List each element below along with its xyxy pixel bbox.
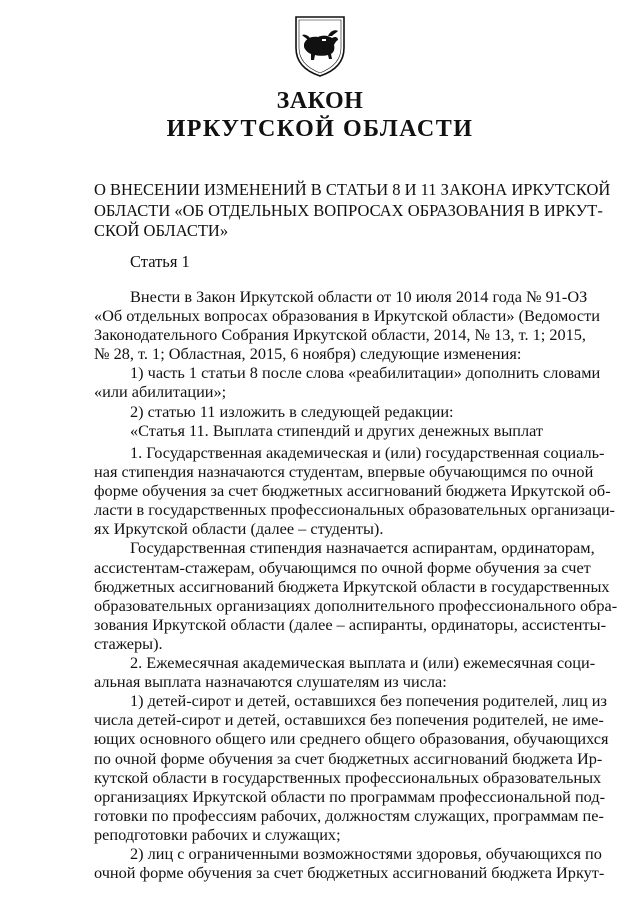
text-line: Государственная стипендия назначается аспирантам, ординаторам, bbox=[130, 538, 595, 558]
text-line: очной форме обучения за счет бюджетных ассигнований бюджета Иркут- bbox=[94, 863, 605, 883]
text-line: 2. Ежемесячная академическая выплата и (или) ежемесячная соци- bbox=[130, 653, 596, 673]
text-line: кутской области в государственных профессиональных образовательных bbox=[94, 767, 602, 787]
text-line: ласти в государственных профессиональных образовательных организаци- bbox=[94, 500, 615, 520]
article-intro bbox=[94, 287, 601, 440]
text-line: организациях Иркутской области по программам профессиональной под- bbox=[94, 786, 606, 806]
text-line: «Об отдельных вопросах образования в Иркутской области» (Ведомости bbox=[94, 306, 600, 326]
law-subject bbox=[94, 180, 611, 242]
text-line: зования Иркутской области (далее – аспиранты, ординаторы, ассистенты- bbox=[94, 614, 606, 634]
text-line: ная стипендия назначаются студентам, впервые обучающимся по очной bbox=[94, 462, 594, 482]
text-line: числа детей-сирот и детей, оставшихся без попечения родителей, не име- bbox=[94, 710, 604, 730]
text-line: ях Иркутской области (далее – студенты). bbox=[94, 519, 384, 539]
text-line: 1. Государственная академическая и (или) государственная социаль- bbox=[130, 443, 605, 462]
text-line: реподготовки рабочих и служащих; bbox=[94, 824, 341, 844]
coat-of-arms-icon bbox=[292, 14, 348, 78]
article-11-text bbox=[94, 443, 618, 883]
text-line: форме обучения за счет бюджетных ассигнований бюджета Иркутской об- bbox=[94, 481, 611, 501]
text-line: Внести в Закон Иркутской области от 10 июля 2014 года № 91-ОЗ bbox=[130, 287, 588, 306]
text-line: стажеры). bbox=[94, 633, 163, 653]
text-line: альная выплата назначаются слушателям из числа: bbox=[94, 672, 447, 692]
text-line: «или абилитации»; bbox=[94, 382, 227, 402]
subject-line: ОБЛАСТИ «ОБ ОТДЕЛЬНЫХ ВОПРОСАХ ОБРАЗОВАНИЯ В ИРКУТ- bbox=[94, 200, 603, 220]
text-line: № 28, т. 1; Областная, 2015, 6 ноября) следующие изменения: bbox=[94, 344, 522, 364]
text-line: 1) детей-сирот и детей, оставшихся без попечения родителей, лиц из bbox=[130, 691, 607, 711]
text-line: Законодательного Собрания Иркутской области, 2014, № 13, т. 1; 2015, bbox=[94, 325, 586, 345]
text-line: ассистентам-стажерам, обучающимся по очной форме обучения за счет bbox=[94, 557, 591, 577]
subject-line: О ВНЕСЕНИИ ИЗМЕНЕНИЙ В СТАТЬИ 8 И 11 ЗАКОНА ИРКУТСКОЙ bbox=[94, 180, 611, 199]
text-line: образовательных организациях дополнительного профессионального обра- bbox=[94, 595, 618, 615]
text-line: бюджетных ассигнований бюджета Иркутской области в государственных bbox=[94, 576, 610, 596]
text-line: ющих основного общего или среднего общего образования, обучающихся bbox=[94, 729, 609, 749]
law-title-line1: ЗАКОН bbox=[276, 88, 364, 114]
subject-line: СКОЙ ОБЛАСТИ» bbox=[94, 221, 229, 240]
text-line: готовки по профессиям рабочих, должностям служащих, программам пе- bbox=[94, 805, 604, 825]
article-heading: Статья 1 bbox=[130, 252, 190, 271]
text-line: «Статья 11. Выплата стипендий и других денежных выплат bbox=[130, 420, 544, 440]
text-line: 2) лиц с ограниченными возможностями здоровья, обучающихся по bbox=[130, 843, 602, 863]
law-title-line2: ИРКУТСКОЙ ОБЛАСТИ bbox=[166, 116, 474, 142]
text-line: 1) часть 1 статьи 8 после слова «реабилитации» дополнить словами bbox=[130, 363, 601, 383]
text-line: по очной форме обучения за счет бюджетных ассигнований бюджета Ир- bbox=[94, 748, 603, 768]
text-line: 2) статью 11 изложить в следующей редакции: bbox=[130, 401, 454, 421]
